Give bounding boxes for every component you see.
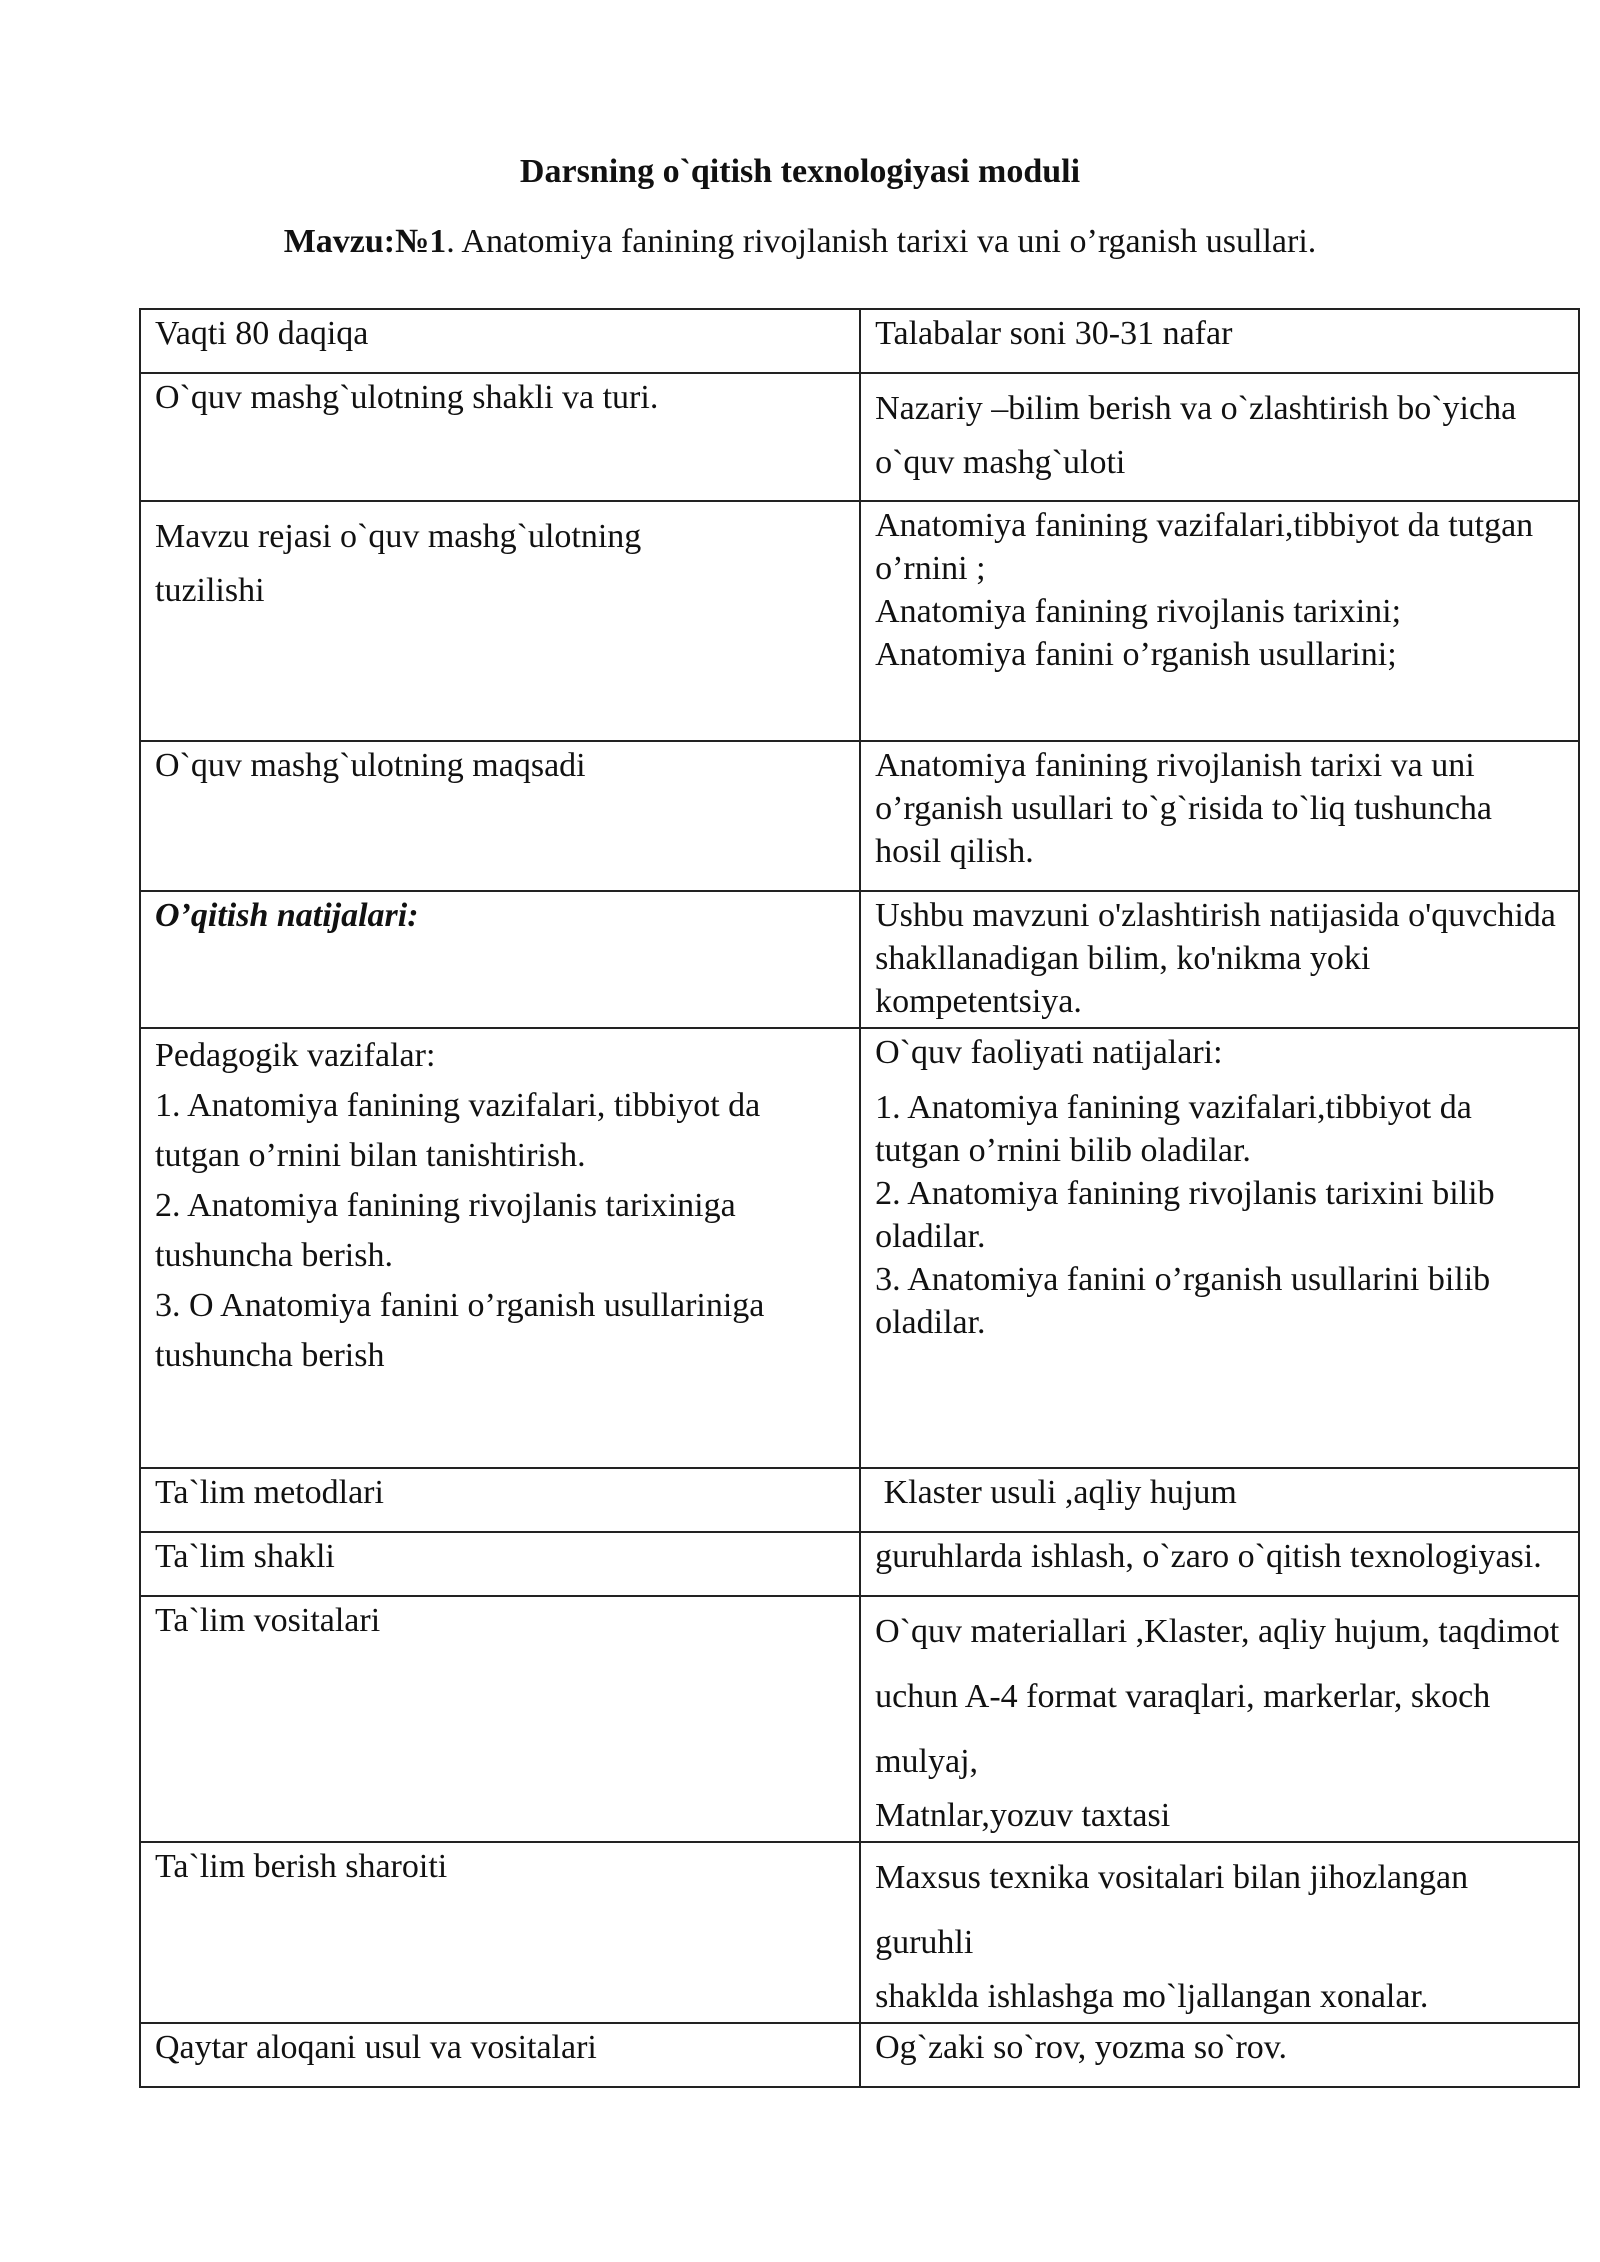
row-value-methods: Klaster usuli ,aqliy hujum [860, 1468, 1579, 1532]
row-value-line: O`quv materiallari ,Klaster, aqliy hujum, taqdimot [875, 1613, 1560, 1650]
table-row [140, 1596, 1579, 1842]
page-title: Darsning o`qitish texnologiyasi moduli [519, 153, 1081, 190]
result-item: 2. Anatomiya fanining rivojlanis tarixini bilib oladilar. [875, 1175, 1495, 1255]
plan-item: Anatomiya fanini o’rganish usullarini; [875, 636, 1397, 673]
row-label-plan [140, 501, 860, 741]
row-value-line: Matnlar,yozuv taxtasi [875, 1797, 1171, 1834]
row-value-goal: Anatomiya fanining rivojlanish tarixi va uni o’rganish usullari to`g`risida to`liq tushuncha hosil qilish. [860, 741, 1579, 891]
row-value-plan [860, 501, 1579, 741]
tasks-heading: Pedagogik vazifalar: [155, 1037, 436, 1074]
row-value-outcomes: Ushbu mavzuni o'zlashtirish natijasida o'quvchida shakllanadigan bilim, ko'nikma yoki kompetentsiya. [860, 891, 1579, 1028]
row-value-learning-results [860, 1028, 1579, 1468]
table-row [140, 1028, 1579, 1468]
table-row [140, 309, 1579, 373]
plan-item: Anatomiya fanining vazifalari,tibbiyot da tutgan o’rnini ; [875, 507, 1534, 587]
table-row [140, 373, 1579, 501]
table-row [140, 741, 1579, 891]
row-value-line: Maxsus texnika vositalari bilan jihozlangan guruhli [875, 1859, 1469, 1961]
table-row [140, 1468, 1579, 1532]
table-row [140, 2023, 1579, 2087]
topic-label: Mavzu:№1 [283, 223, 447, 260]
task-item: 1. Anatomiya fanining vazifalari, tibbiyot da tutgan o’rnini bilan tanishtirish. [155, 1087, 761, 1174]
row-value-form [860, 373, 1579, 501]
row-value-students: Talabalar soni 30-31 nafar [860, 309, 1579, 373]
row-label-tools: Ta`lim vositalari [140, 1596, 860, 1842]
row-label-feedback: Qaytar aloqani usul va vositalari [140, 2023, 860, 2087]
row-value-line: o`quv mashg`uloti [875, 444, 1126, 481]
table-row [140, 501, 1579, 741]
topic-text: . Anatomiya fanining rivojlanish tarixi va uni o’rganish usullari. [446, 223, 1317, 260]
row-value-conditions [860, 1842, 1579, 2023]
plan-item: Anatomiya fanining rivojlanis tarixini; [875, 593, 1402, 630]
row-value-line: shaklda ishlashga mo`ljallangan xonalar. [875, 1978, 1429, 2015]
task-item: 3. O Anatomiya fanini o’rganish usullariniga tushuncha berish [155, 1287, 765, 1374]
row-value-line: uchun A-4 format varaqlari, markerlar, skoch mulyaj, [875, 1678, 1491, 1780]
row-label-pedagogical-tasks [140, 1028, 860, 1468]
row-label-line: Mavzu rejasi o`quv mashg`ulotning [155, 518, 642, 555]
table-row [140, 891, 1579, 1028]
row-value-line: Nazariy –bilim berish va o`zlashtirish bo`yicha [875, 390, 1517, 427]
lesson-module-table [139, 308, 1580, 2088]
row-value-tools [860, 1596, 1579, 1842]
row-label-outcomes: O’qitish natijalari: [140, 891, 860, 1028]
lesson-topic [0, 222, 1600, 262]
row-label-form: O`quv mashg`ulotning shakli va turi. [140, 373, 860, 501]
row-label-goal: O`quv mashg`ulotning maqsadi [140, 741, 860, 891]
row-label-conditions: Ta`lim berish sharoiti [140, 1842, 860, 2023]
row-label-teaching-form: Ta`lim shakli [140, 1532, 860, 1596]
table-row [140, 1532, 1579, 1596]
task-item: 2. Anatomiya fanining rivojlanis tarixiniga tushuncha berish. [155, 1187, 736, 1274]
table-row [140, 1842, 1579, 2023]
row-label-methods: Ta`lim metodlari [140, 1468, 860, 1532]
row-value-feedback: Og`zaki so`rov, yozma so`rov. [860, 2023, 1579, 2087]
result-item: 3. Anatomiya fanini o’rganish usullarini bilib oladilar. [875, 1261, 1491, 1341]
row-value-teaching-form: guruhlarda ishlash, o`zaro o`qitish texnologiyasi. [860, 1532, 1579, 1596]
row-label-line: tuzilishi [155, 572, 265, 609]
row-label-time: Vaqti 80 daqiqa [140, 309, 860, 373]
result-item: 1. Anatomiya fanining vazifalari,tibbiyot da tutgan o’rnini bilib oladilar. [875, 1089, 1472, 1169]
results-heading: O`quv faoliyati natijalari: [875, 1034, 1223, 1071]
